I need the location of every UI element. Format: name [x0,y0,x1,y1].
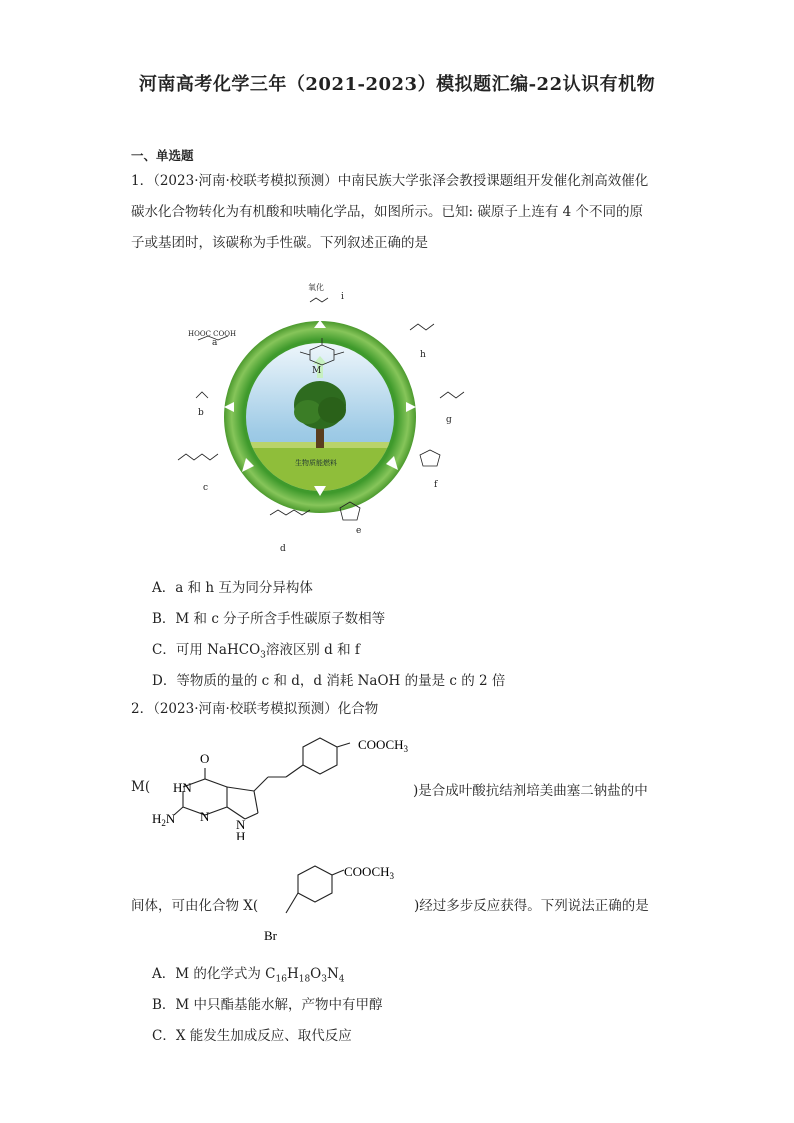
page-title: 河南高考化学三年（2021-2023）模拟题汇编-22认识有机物 [138,74,656,95]
section-heading: 一、单选题 [131,148,194,163]
ground-label: 生物质能燃料 [295,459,337,467]
label-d: d [280,544,286,554]
m-h: H [236,829,246,840]
oxidation-label: 氧化 [308,283,324,292]
x-prefix: 间体，可由化合物 X( [131,898,259,914]
label-c: c [203,483,209,493]
m-h2n: $H_2N$ [152,811,176,828]
catalysis-figure [150,280,510,580]
compound-m-structure [148,735,413,840]
q2-option-a[interactable]: A．M 的化学式为 $C_{16}H_{18}O_3N_4$ [152,966,345,985]
m-nh: N [236,817,246,832]
mol-a-text: HOOC COOH [188,330,237,338]
label-f: f [434,480,438,490]
q2-option-c[interactable]: C．X 能发生加成反应、取代反应 [152,1028,352,1044]
m-cooch3: $COOCH_3$ [358,737,409,754]
m-n: N [200,809,210,824]
q2-option-b[interactable]: B．M 中只酯基能水解，产物中有甲醇 [152,997,383,1013]
question-1-line-1: 1．（2023·河南·校联考模拟预测）中南民族大学张泽会教授课题组开发催化剂高效催化 [131,173,649,189]
x-br: Br [264,928,277,943]
label-i: i [341,292,344,302]
q1-option-c[interactable]: C．可用 NaHCO$_3$溶液区别 d 和 f [152,642,360,661]
label-b: b [198,408,204,418]
m-hn: HN [173,780,192,795]
x-cooch3: $COOCH_3$ [344,864,395,881]
m-oxygen: O [200,751,210,766]
label-h: h [420,350,426,360]
label-g: g [446,415,452,425]
catalysis-diagram [150,280,510,580]
m-suffix: )是合成叶酸抗结剂培美曲塞二钠盐的中 [413,783,648,799]
x-suffix: )经过多步反应获得。下列说法正确的是 [414,898,649,914]
compound-x-structure [258,858,418,943]
label-a: a [212,338,218,348]
q1-option-b[interactable]: B．M 和 c 分子所含手性碳原子数相等 [152,611,386,627]
label-M: M [312,366,322,376]
question-2-line-1: 2．（2023·河南·校联考模拟预测）化合物 [131,701,379,717]
q1-option-a[interactable]: A．a 和 h 互为同分异构体 [152,580,313,596]
q1-option-d[interactable]: D．等物质的量的 c 和 d，d 消耗 NaOH 的量是 c 的 2 倍 [152,673,506,689]
label-e: e [356,526,362,536]
question-1-line-3: 子或基团时，该碳称为手性碳。下列叙述正确的是 [131,235,428,251]
question-1-line-2: 碳水化合物转化为有机酸和呋喃化学品，如图所示。已知: 碳原子上连有 4 个不同的原 [131,204,644,220]
m-prefix: M( [131,779,151,795]
